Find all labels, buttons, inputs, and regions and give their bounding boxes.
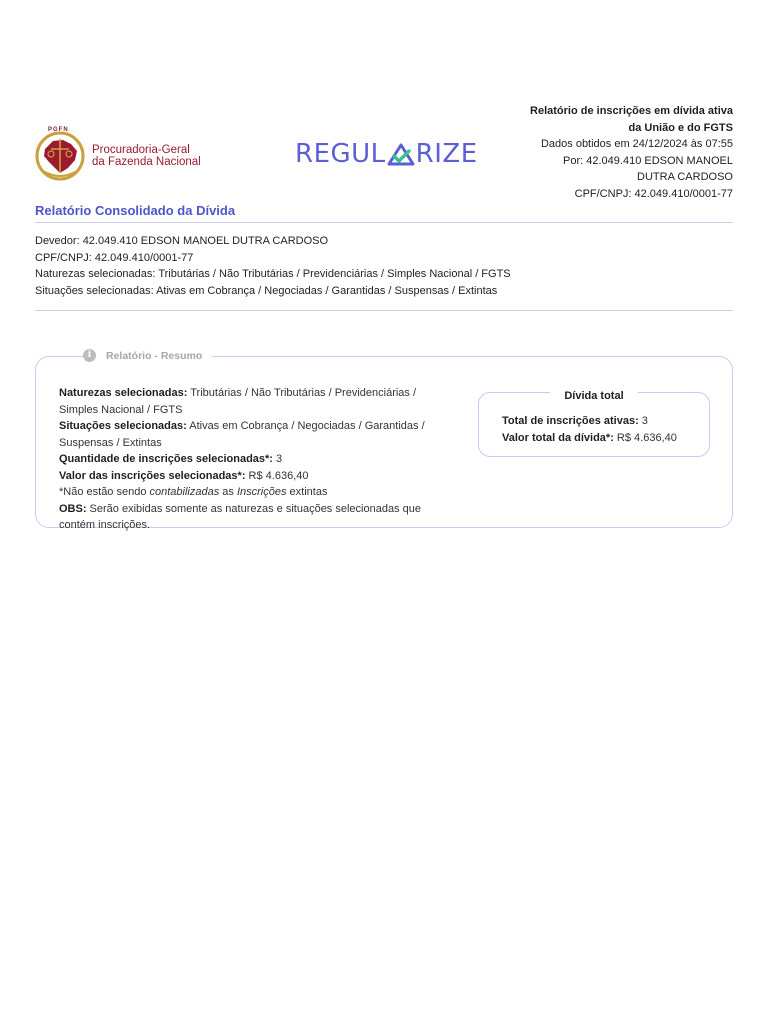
- total-debt-title: Dívida total: [550, 390, 637, 402]
- situacoes-label: Situações selecionadas:: [59, 420, 187, 432]
- total-inscricoes-value: 3: [638, 415, 648, 427]
- requested-by-line2: DUTRA CARDOSO: [637, 171, 733, 183]
- note-mid: as: [219, 486, 237, 498]
- report-header: [0, 0, 768, 210]
- divider: [35, 222, 733, 223]
- summary-obs: [59, 501, 459, 534]
- org-name: [92, 144, 201, 168]
- regularize-text-right: RIZE: [415, 139, 478, 169]
- divider: [35, 310, 733, 311]
- summary-valor: [59, 468, 459, 485]
- note-suffix: extintas: [286, 486, 328, 498]
- naturezas-value-line1: Tributárias / Não Tributárias / Previdenciárias /: [187, 387, 417, 399]
- org-name-line2: da Fazenda Nacional: [92, 156, 201, 168]
- info-icon: i: [83, 349, 96, 362]
- debtor-naturezas: Naturezas selecionadas: Tributárias / Não Tributárias / Previdenciárias / Simples Nacional / FGTS: [35, 268, 511, 280]
- situacoes-value-line1: Ativas em Cobrança / Negociadas / Garantidas /: [186, 420, 425, 432]
- summary-naturezas: [59, 385, 459, 402]
- naturezas-value-line2: Simples Nacional / FGTS: [59, 403, 183, 416]
- debtor-info: [35, 233, 511, 299]
- summary-situacoes: [59, 418, 459, 435]
- debtor-cpf-cnpj: CPF/CNPJ: 42.049.410/0001-77: [35, 251, 194, 264]
- check-triangle-icon: [387, 142, 415, 166]
- requester-cpf-cnpj: CPF/CNPJ: 42.049.410/0001-77: [574, 187, 733, 200]
- situacoes-value-line2: Suspensas / Extintas: [59, 436, 162, 449]
- summary-details: [59, 385, 459, 534]
- valor-value: R$ 4.636,40: [245, 469, 309, 482]
- summary-legend-text: Relatório - Resumo: [106, 349, 203, 362]
- quantidade-value: 3: [272, 453, 283, 465]
- report-meta: [473, 103, 733, 202]
- debtor-situacoes: Situações selecionadas: Ativas em Cobrança / Negociadas / Garantidas / Suspensas / Extintas: [35, 284, 498, 297]
- regularize-logo: [295, 138, 478, 170]
- total-inscricoes-label-prefix: Total de inscrições: [502, 415, 604, 427]
- pgfn-logo: [33, 127, 203, 181]
- total-debt-box: [478, 392, 710, 457]
- note-italic: contabilizadas: [149, 486, 220, 498]
- obs-value: Serão exibidas somente as naturezas e situações selecionadas que contém inscrições.: [59, 502, 421, 531]
- org-name-line1: Procuradoria-Geral: [92, 144, 190, 156]
- section-title: Relatório Consolidado da Dívida: [35, 203, 236, 218]
- total-valor-label: Valor total da dívida*:: [502, 431, 614, 444]
- report-title-line2: da União e do FGTS: [628, 121, 733, 134]
- obtained-date: Dados obtidos em 24/12/2024 às 07:55: [540, 138, 733, 150]
- total-inscricoes-label-bold: ativas:: [603, 415, 639, 427]
- brazil-map-emblem-icon: [33, 127, 89, 181]
- summary-legend: [83, 349, 212, 362]
- regularize-text-left: REGUL: [295, 139, 386, 169]
- debtor-name: Devedor: 42.049.410 EDSON MANOEL DUTRA CARDOSO: [35, 235, 329, 247]
- obs-label: OBS:: [59, 502, 87, 515]
- requested-by-line1: Por: 42.049.410 EDSON MANOEL: [563, 154, 733, 167]
- summary-note: [59, 484, 459, 501]
- summary-quantidade: [59, 451, 459, 468]
- note-prefix: *Não estão sendo: [59, 486, 150, 498]
- report-title-line1: Relatório de inscrições em dívida ativa: [530, 105, 733, 117]
- total-debt-body: [502, 413, 677, 446]
- total-inscricoes: [502, 413, 677, 430]
- total-valor: [502, 430, 677, 447]
- quantidade-label: Quantidade de inscrições selecionadas*:: [59, 453, 273, 465]
- valor-label: Valor das inscrições selecionadas*:: [59, 469, 246, 482]
- summary-box: [35, 349, 733, 531]
- total-debt-title-wrap: [479, 386, 709, 404]
- note-italic2: Inscrições: [236, 486, 287, 498]
- naturezas-label: Naturezas selecionadas:: [59, 387, 188, 399]
- emblem-label: PGFN: [48, 127, 69, 133]
- total-valor-value: R$ 4.636,40: [613, 431, 677, 444]
